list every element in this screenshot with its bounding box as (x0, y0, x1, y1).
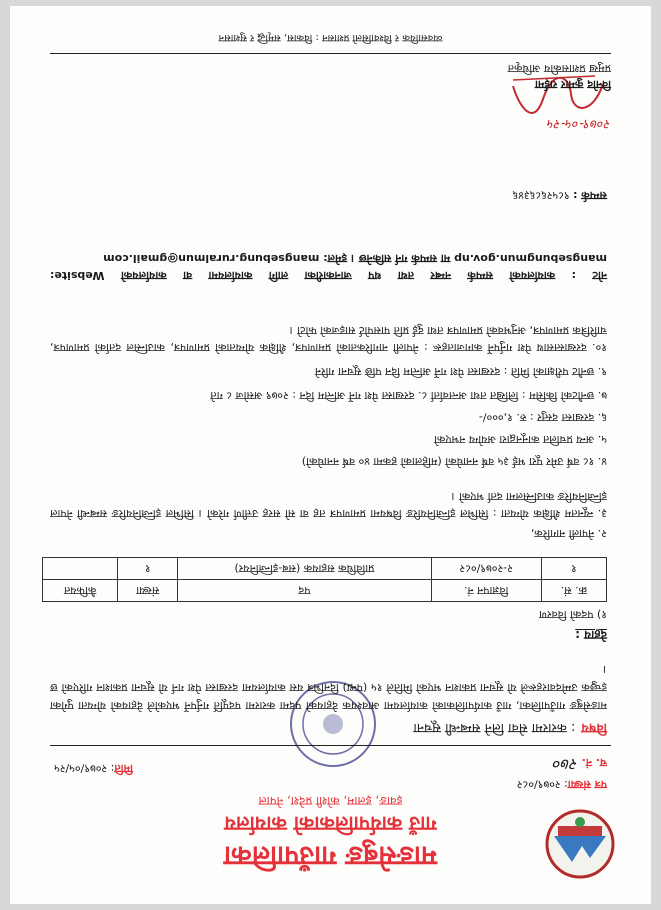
scanned-page (10, 6, 651, 904)
list-item: १०. दरखास्तसाथ पेश गर्नुपर्ने कागजातहरू : नेपाली नागरिकताको प्रमाणपत्र, शैक्षिक योग्यताको प्रमाणपत्र, काउन्सिल दर्ताको प्रमाणपत्र, चारित्रिक प्रमाणपत्र, अनुभवको प्रमाणपत्र तथा दुई प्रति पासपोर्ट साइजको फोटो । (50, 324, 607, 354)
list-item: ५. अन्य प्रचलित कानूनद्वारा अयोग्य नभएको (434, 433, 607, 446)
letter-date: मिति: २०७९/०५/२५ (54, 762, 133, 775)
footer-slogan: व्यवसायिक र विश्वासिलो प्रशासन : विकास, समृद्धि र सुशासन (218, 32, 443, 43)
contact-line: सम्पर्क : ९८५२६८६३४६ (512, 189, 607, 202)
table-header-cell: कैफियत (43, 580, 118, 602)
intro-paragraph: माङसेबुङ गाउँपालिका, गाउँ कार्यपालिकाको कार्यालयमा आवश्यक देहायको पदमा करारमा पदपूर्ति गर्नुपर्ने भएकोले देहायको योग्यता पुगेका इच्छुक उम्मेदवारहरूले यो सूचना प्रकाशन भएको मितिले १५ (पन्ध्र) दिनभित्र यस कार्यालयमा दरखास्त पेश गर्न यो सूचना प्रकाशन गरिएको छ । (50, 663, 607, 712)
table-row (43, 558, 607, 580)
post-detail-heading: १) पदको विवरण (539, 608, 607, 621)
office-name: गाउँ कार्यपालिकाको कार्यालय (224, 812, 437, 836)
reference-number: पत्र संख्या: २०७९/०८२ (516, 778, 607, 791)
note-paragraph: नोट : कार्यालयको सम्पर्क नम्बर तथा थप जानकारीका लागि कार्यालयमा वा कार्यालयको Website: mangsebungmun.gov.np मा सम्पर्क गर्न सकिनेछ । इमेल: mangsebung.ruralmun@gmail.com (50, 252, 607, 282)
signatory-name: विनोद कुमार राईमा (535, 78, 611, 91)
post-details-table (42, 557, 607, 602)
header-rule (50, 745, 611, 746)
list-item: २. नेपाली नागरिक, (530, 527, 607, 540)
table-header-cell: संख्या (118, 580, 178, 602)
list-item: ९. छनौट परीक्षाको मिति : दरखास्त पेश गर्ने अन्तिम दिन पछि सूचना गरिने (314, 365, 607, 378)
list-item: ३. न्यूनतम शैक्षिक योग्यता : सिभिल इन्जिनियरिङ विषयमा प्रमाणपत्र तह वा सो सरह उत्तीर्ण गरेको । सिभिल इन्जिनियरिङ सम्बन्धी नेपाल इन्जिनियरिङ काउन्सिलमा दर्ता भएको । (50, 490, 607, 520)
municipality-title: माङसेबुङ गाउँपालिका (224, 840, 437, 871)
list-item: ७. छनौटको किसिम : लिखित तथा अन्तर्वार्ता ८. दरखास्त पेश गर्ने अन्तिम दिन : २०७९ असोज ८ गते (210, 389, 607, 402)
signature-date: २०७९-०५-२५ (547, 116, 611, 131)
table-cell: १ (541, 558, 606, 580)
signatory-title: प्रमुख प्रशासकीय अधिकृत (507, 62, 611, 75)
table-header-row (43, 580, 607, 602)
subject-line: विषय: करारमा सेवा लिने सम्बन्धी सूचना (413, 720, 607, 735)
table-header-cell: क्र. सं. (541, 580, 606, 602)
list-item: ६. दरखास्त दस्तुर : रु. १,०००/- (478, 411, 607, 424)
details-heading: देहाय : (575, 628, 607, 642)
table-cell: १ (118, 558, 178, 580)
office-address: इवाङ, इलाम, कोशी प्रदेश, नेपाल (258, 794, 403, 808)
dispatch-number: च. नं. २७० (553, 755, 607, 774)
footer-rule (50, 53, 611, 54)
table-cell: प्राविधिक सहायक (सब-इन्जिनियर) (178, 558, 431, 580)
list-item: ४. १८ वर्ष उमेर पूरा भई ३५ वर्ष ननाघेको (महिलाको हकमा ४० वर्ष ननाघेको) (301, 455, 607, 468)
table-cell (43, 558, 118, 580)
table-cell: २-२०७९/०८२ (431, 558, 541, 580)
table-header-cell: पद (178, 580, 431, 602)
table-header-cell: विज्ञापन नं. (431, 580, 541, 602)
